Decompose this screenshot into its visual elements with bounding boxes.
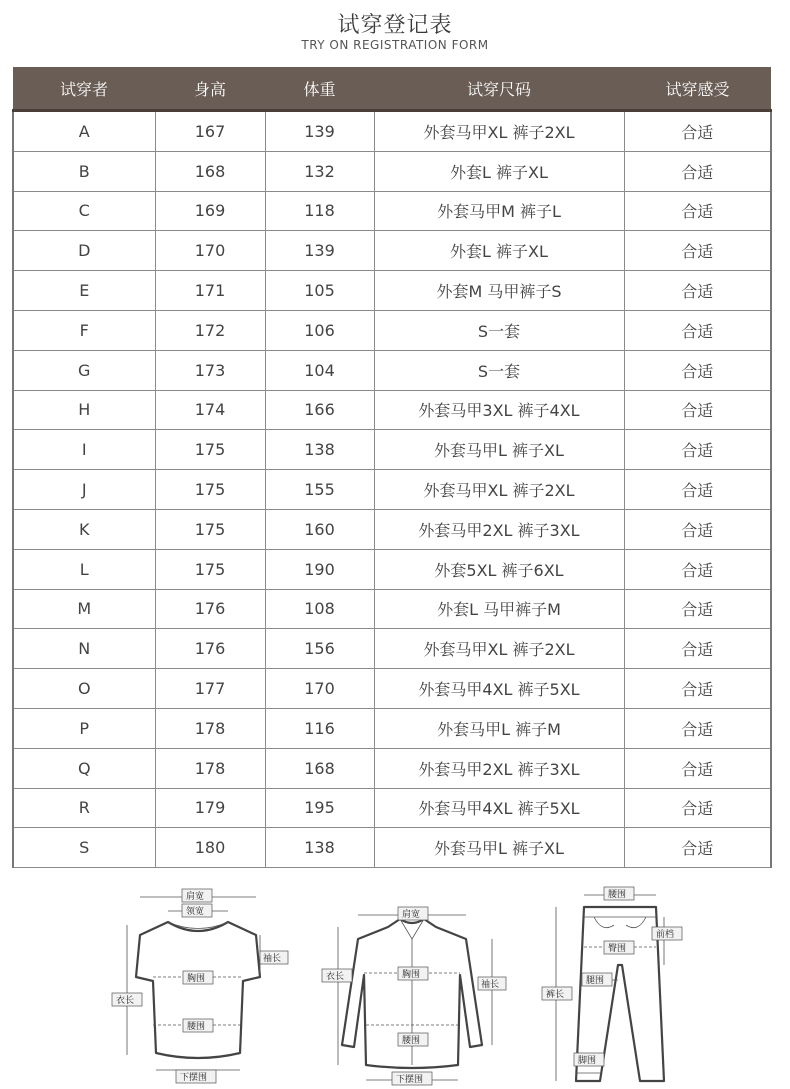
- cell-weight: 105: [265, 271, 374, 311]
- shirt-chest-label: 胸围: [402, 970, 421, 980]
- cell-feeling: 合适: [624, 231, 771, 271]
- tshirt-waist-label: 腰围: [187, 1022, 206, 1032]
- cell-height: 175: [155, 470, 265, 510]
- cell-height: 167: [155, 111, 265, 152]
- cell-weight: 139: [265, 111, 374, 152]
- table-row: [13, 828, 771, 868]
- tshirt-hem-label: 下摆围: [180, 1073, 208, 1083]
- cell-feeling: 合适: [624, 151, 771, 191]
- cell-height: 178: [155, 708, 265, 748]
- cell-height: 173: [155, 350, 265, 390]
- pants-length-label: 裤长: [546, 990, 565, 1000]
- cell-weight: 168: [265, 748, 374, 788]
- tshirt-shoulder-label: 肩宽: [186, 892, 205, 902]
- cell-feeling: 合适: [624, 629, 771, 669]
- table-row: [13, 111, 771, 152]
- cell-size: 外套L 裤子XL: [374, 231, 624, 271]
- pants-hip-label: 臀围: [608, 944, 627, 954]
- cell-size: 外套马甲3XL 裤子4XL: [374, 390, 624, 430]
- cell-feeling: 合适: [624, 549, 771, 589]
- cell-size: 外套马甲2XL 裤子3XL: [374, 509, 624, 549]
- table-row: [13, 350, 771, 390]
- cell-size: 外套马甲4XL 裤子5XL: [374, 669, 624, 709]
- cell-tester: S: [13, 828, 155, 868]
- cell-size: 外套马甲L 裤子M: [374, 708, 624, 748]
- shirt-shoulder-label: 肩宽: [402, 910, 421, 920]
- cell-weight: 160: [265, 509, 374, 549]
- cell-tester: D: [13, 231, 155, 271]
- cell-height: 177: [155, 669, 265, 709]
- size-diagrams: [0, 880, 790, 1089]
- cell-size: 外套马甲L 裤子XL: [374, 828, 624, 868]
- cell-feeling: 合适: [624, 509, 771, 549]
- cell-height: 170: [155, 231, 265, 271]
- table-row: [13, 788, 771, 828]
- cell-height: 180: [155, 828, 265, 868]
- cell-tester: I: [13, 430, 155, 470]
- cell-tester: K: [13, 509, 155, 549]
- cell-weight: 138: [265, 828, 374, 868]
- cell-tester: L: [13, 549, 155, 589]
- header-height: 身高: [155, 67, 265, 111]
- cell-feeling: 合适: [624, 191, 771, 231]
- cell-tester: B: [13, 151, 155, 191]
- cell-tester: N: [13, 629, 155, 669]
- table-row: [13, 271, 771, 311]
- cell-tester: Q: [13, 748, 155, 788]
- pants-waist-label: 腰围: [608, 890, 627, 900]
- cell-tester: A: [13, 111, 155, 152]
- cell-height: 171: [155, 271, 265, 311]
- cell-size: 外套L 裤子XL: [374, 151, 624, 191]
- cell-weight: 104: [265, 350, 374, 390]
- cell-tester: R: [13, 788, 155, 828]
- tshirt-length-label: 衣长: [116, 996, 135, 1006]
- tshirt-chest-label: 胸围: [187, 974, 206, 984]
- table-row: [13, 310, 771, 350]
- cell-size: 外套马甲L 裤子XL: [374, 430, 624, 470]
- cell-feeling: 合适: [624, 708, 771, 748]
- cell-feeling: 合适: [624, 350, 771, 390]
- cell-weight: 116: [265, 708, 374, 748]
- cell-weight: 190: [265, 549, 374, 589]
- cell-tester: P: [13, 708, 155, 748]
- cell-height: 179: [155, 788, 265, 828]
- table-row: [13, 191, 771, 231]
- pants-leg-opening-label: 脚围: [578, 1056, 597, 1066]
- cell-feeling: 合适: [624, 310, 771, 350]
- table-row: [13, 430, 771, 470]
- cell-height: 174: [155, 390, 265, 430]
- cell-weight: 138: [265, 430, 374, 470]
- table-row: [13, 470, 771, 510]
- table-header-row: [13, 67, 771, 111]
- cell-tester: J: [13, 470, 155, 510]
- cell-feeling: 合适: [624, 748, 771, 788]
- header-feeling: 试穿感受: [624, 67, 771, 111]
- tshirt-outline: [136, 922, 260, 1058]
- table-row: [13, 231, 771, 271]
- cell-height: 176: [155, 629, 265, 669]
- table-row: [13, 549, 771, 589]
- tshirt-diagram: [110, 885, 290, 1087]
- shirt-waist-label: 腰围: [402, 1036, 421, 1046]
- cell-size: 外套L 马甲裤子M: [374, 589, 624, 629]
- tshirt-collar-label: 领宽: [186, 907, 205, 917]
- cell-height: 169: [155, 191, 265, 231]
- shirt-length-label: 衣长: [326, 972, 345, 982]
- cell-feeling: 合适: [624, 828, 771, 868]
- header-size: 试穿尺码: [374, 67, 624, 111]
- cell-weight: 139: [265, 231, 374, 271]
- cell-weight: 195: [265, 788, 374, 828]
- cell-weight: 166: [265, 390, 374, 430]
- shirt-sleeve-label: 袖长: [481, 980, 500, 990]
- table-row: [13, 151, 771, 191]
- cell-height: 178: [155, 748, 265, 788]
- cell-tester: H: [13, 390, 155, 430]
- cell-size: S一套: [374, 350, 624, 390]
- cell-size: 外套马甲XL 裤子2XL: [374, 470, 624, 510]
- cell-size: 外套马甲XL 裤子2XL: [374, 629, 624, 669]
- cell-size: 外套M 马甲裤子S: [374, 271, 624, 311]
- cell-feeling: 合适: [624, 788, 771, 828]
- cell-weight: 156: [265, 629, 374, 669]
- cell-weight: 108: [265, 589, 374, 629]
- cell-weight: 106: [265, 310, 374, 350]
- cell-feeling: 合适: [624, 111, 771, 152]
- page-subtitle: TRY ON REGISTRATION FORM: [301, 38, 489, 52]
- table-row: [13, 509, 771, 549]
- cell-feeling: 合适: [624, 271, 771, 311]
- table-row: [13, 748, 771, 788]
- pants-diagram: [540, 885, 700, 1087]
- cell-tester: O: [13, 669, 155, 709]
- header-weight: 体重: [265, 67, 374, 111]
- pants-rise-label: 前档: [656, 930, 675, 940]
- cell-tester: M: [13, 589, 155, 629]
- cell-size: 外套马甲M 裤子L: [374, 191, 624, 231]
- cell-feeling: 合适: [624, 669, 771, 709]
- cell-size: S一套: [374, 310, 624, 350]
- cell-size: 外套5XL 裤子6XL: [374, 549, 624, 589]
- cell-size: 外套马甲XL 裤子2XL: [374, 111, 624, 152]
- cell-height: 175: [155, 549, 265, 589]
- table-row: [13, 629, 771, 669]
- cell-tester: C: [13, 191, 155, 231]
- cell-size: 外套马甲2XL 裤子3XL: [374, 748, 624, 788]
- cell-feeling: 合适: [624, 470, 771, 510]
- cell-size: 外套马甲4XL 裤子5XL: [374, 788, 624, 828]
- tshirt-sleeve-label: 袖长: [263, 954, 282, 964]
- cell-weight: 118: [265, 191, 374, 231]
- registration-table-container: [12, 67, 770, 868]
- cell-weight: 132: [265, 151, 374, 191]
- cell-height: 172: [155, 310, 265, 350]
- table-row: [13, 390, 771, 430]
- cell-height: 175: [155, 430, 265, 470]
- cell-tester: F: [13, 310, 155, 350]
- cell-height: 175: [155, 509, 265, 549]
- table-body: [13, 111, 771, 868]
- cell-weight: 170: [265, 669, 374, 709]
- cell-feeling: 合适: [624, 430, 771, 470]
- cell-tester: G: [13, 350, 155, 390]
- table-row: [13, 669, 771, 709]
- registration-table: [12, 67, 772, 868]
- table-row: [13, 589, 771, 629]
- cell-height: 176: [155, 589, 265, 629]
- cell-feeling: 合适: [624, 390, 771, 430]
- cell-tester: E: [13, 271, 155, 311]
- shirt-hem-label: 下摆围: [396, 1075, 424, 1085]
- cell-feeling: 合适: [624, 589, 771, 629]
- header-tester: 试穿者: [13, 67, 155, 111]
- page-title: 试穿登记表: [337, 13, 453, 38]
- cell-weight: 155: [265, 470, 374, 510]
- cell-height: 168: [155, 151, 265, 191]
- table-row: [13, 708, 771, 748]
- shirt-diagram: [320, 905, 510, 1087]
- pants-thigh-label: 腿围: [586, 976, 605, 986]
